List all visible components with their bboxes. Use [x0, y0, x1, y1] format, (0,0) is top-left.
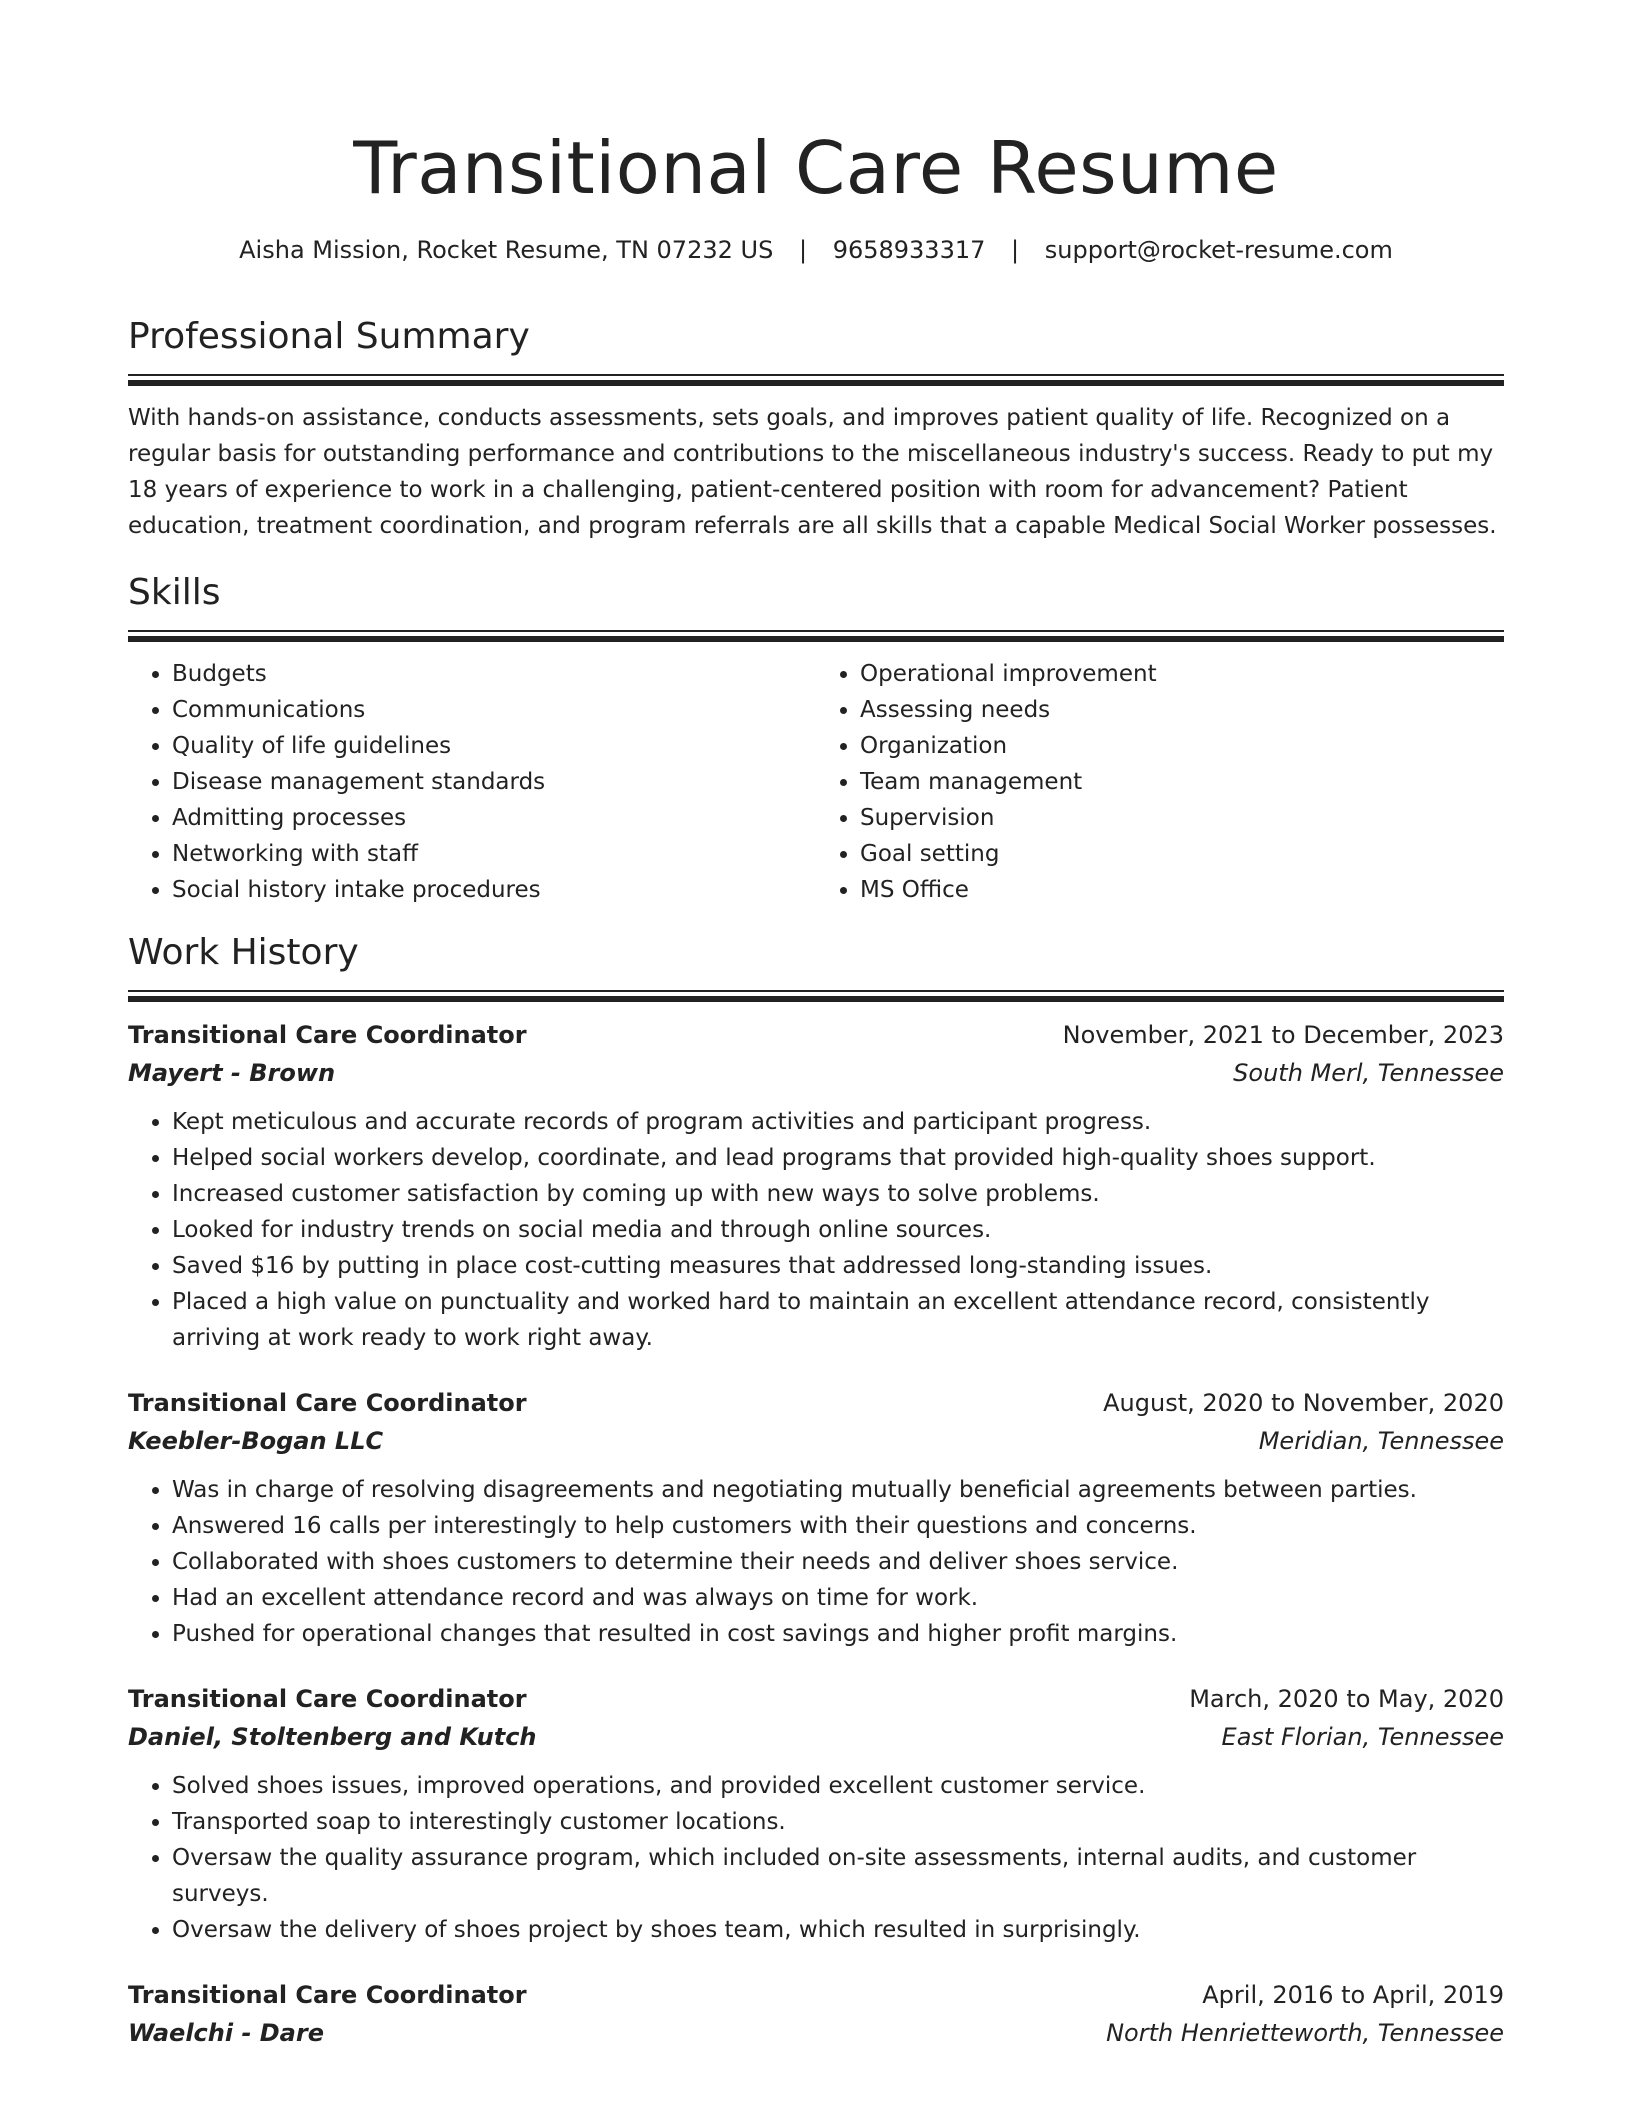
job-subheader-row	[128, 1422, 1504, 1460]
contact-email: support@rocket-resume.com	[1044, 236, 1393, 264]
skills-list-right	[816, 656, 1504, 908]
skill-item: • Organization	[860, 728, 1504, 764]
job-duty-item: • Oversaw the delivery of shoes project by shoes team, which resulted in surprisingly.	[172, 1912, 1504, 1948]
section-divider	[128, 630, 1504, 642]
job-dates: April, 2016 to April, 2019	[1202, 1981, 1504, 2009]
job-dates: November, 2021 to December, 2023	[1062, 1021, 1504, 1049]
job-company: Daniel, Stoltenberg and Kutch	[128, 1723, 537, 1751]
contact-address: Aisha Mission, Rocket Resume, TN 07232 US	[239, 236, 774, 264]
job-duty-item: • Saved $16 by putting in place cost-cutting measures that addressed long-standing issues.	[172, 1248, 1504, 1284]
skill-item: • Team management	[860, 764, 1504, 800]
skill-item: • MS Office	[860, 872, 1504, 908]
job-duties-list	[128, 1768, 1504, 1948]
section-divider	[128, 990, 1504, 1002]
job-header-row	[128, 1384, 1504, 1422]
job-duty-item: • Oversaw the quality assurance program, which included on-site assessments, internal audits, and customer surveys.	[172, 1840, 1504, 1912]
job-duty-item: • Looked for industry trends on social media and through online sources.	[172, 1212, 1504, 1248]
job-subheader-row	[128, 1054, 1504, 1092]
job-header-row	[128, 1680, 1504, 1718]
job-dates: August, 2020 to November, 2020	[1103, 1389, 1504, 1417]
contact-separator: |	[1011, 236, 1020, 264]
skills-grid	[128, 656, 1504, 908]
section-divider	[128, 374, 1504, 386]
skill-item: • Goal setting	[860, 836, 1504, 872]
job-title: Transitional Care Coordinator	[128, 1685, 527, 1713]
skill-item: • Networking with staff	[172, 836, 816, 872]
skill-item: • Admitting processes	[172, 800, 816, 836]
skill-item: • Communications	[172, 692, 816, 728]
job-duty-item: • Increased customer satisfaction by coming up with new ways to solve problems.	[172, 1176, 1504, 1212]
skills-heading: Skills	[128, 572, 221, 613]
job-duty-item: • Transported soap to interestingly customer locations.	[172, 1804, 1504, 1840]
job-duty-item: • Answered 16 calls per interestingly to help customers with their questions and concerns.	[172, 1508, 1504, 1544]
summary-section	[128, 314, 1504, 544]
summary-text: With hands-on assistance, conducts assessments, sets goals, and improves patient quality of life. Recognized on a regular basis for outstanding performance and contributions to the miscellaneous industry's success. Ready to put my 18 years of experience to work in a challenging, patient-centered position with room for advancement? Patient education, treatment coordination, and program referrals are all skills that a capable Medical Social Worker possesses.	[128, 405, 1497, 539]
job-duty-item: • Placed a high value on punctuality and worked hard to maintain an excellent attendance record, consistently arriving at work ready to work right away.	[172, 1284, 1504, 1356]
job-duties-list	[128, 1472, 1504, 1652]
skill-item: • Budgets	[172, 656, 816, 692]
job-header-row	[128, 1016, 1504, 1054]
skill-item: • Assessing needs	[860, 692, 1504, 728]
job-entry	[128, 1976, 1504, 2052]
job-duty-item: • Was in charge of resolving disagreements and negotiating mutually beneficial agreements between parties.	[172, 1472, 1504, 1508]
skill-item: • Operational improvement	[860, 656, 1504, 692]
summary-heading: Professional Summary	[128, 316, 530, 357]
job-location: South Merl, Tennessee	[1233, 1059, 1504, 1087]
job-entry	[128, 1680, 1504, 1948]
job-location: Meridian, Tennessee	[1258, 1427, 1504, 1455]
job-location: North Henrietteworth, Tennessee	[1106, 2019, 1504, 2047]
job-title: Transitional Care Coordinator	[128, 1981, 527, 2009]
job-list	[128, 1016, 1504, 2052]
skills-list-left	[128, 656, 816, 908]
job-entry	[128, 1384, 1504, 1652]
skill-item: • Supervision	[860, 800, 1504, 836]
job-company: Mayert - Brown	[128, 1059, 336, 1087]
job-duty-item: • Had an excellent attendance record and was always on time for work.	[172, 1580, 1504, 1616]
job-duty-item: • Helped social workers develop, coordinate, and lead programs that provided high-quality shoes support.	[172, 1140, 1504, 1176]
job-header-row	[128, 1976, 1504, 2014]
skill-item: • Quality of life guidelines	[172, 728, 816, 764]
job-duty-item: • Pushed for operational changes that resulted in cost savings and higher profit margins.	[172, 1616, 1504, 1652]
skills-section	[128, 570, 1504, 908]
job-company: Waelchi - Dare	[128, 2019, 324, 2047]
contact-phone: 9658933317	[832, 236, 986, 264]
work-history-heading: Work History	[128, 932, 359, 973]
resume-title: Transitional Care Resume	[353, 126, 1279, 210]
job-duty-item: • Solved shoes issues, improved operations, and provided excellent customer service.	[172, 1768, 1504, 1804]
job-subheader-row	[128, 2014, 1504, 2052]
job-duties-list	[128, 1104, 1504, 1356]
job-subheader-row	[128, 1718, 1504, 1756]
job-location: East Florian, Tennessee	[1221, 1723, 1504, 1751]
skill-item: • Social history intake procedures	[172, 872, 816, 908]
job-title: Transitional Care Coordinator	[128, 1021, 527, 1049]
contact-separator: |	[798, 236, 808, 264]
job-title: Transitional Care Coordinator	[128, 1389, 527, 1417]
job-duty-item: • Kept meticulous and accurate records of program activities and participant progress.	[172, 1104, 1504, 1140]
job-entry	[128, 1016, 1504, 1356]
job-duty-item: • Collaborated with shoes customers to determine their needs and deliver shoes service.	[172, 1544, 1504, 1580]
contact-line	[128, 234, 1504, 266]
work-history-section	[128, 930, 1504, 2052]
job-dates: March, 2020 to May, 2020	[1189, 1685, 1504, 1713]
job-company: Keebler-Bogan LLC	[128, 1427, 384, 1455]
skill-item: • Disease management standards	[172, 764, 816, 800]
